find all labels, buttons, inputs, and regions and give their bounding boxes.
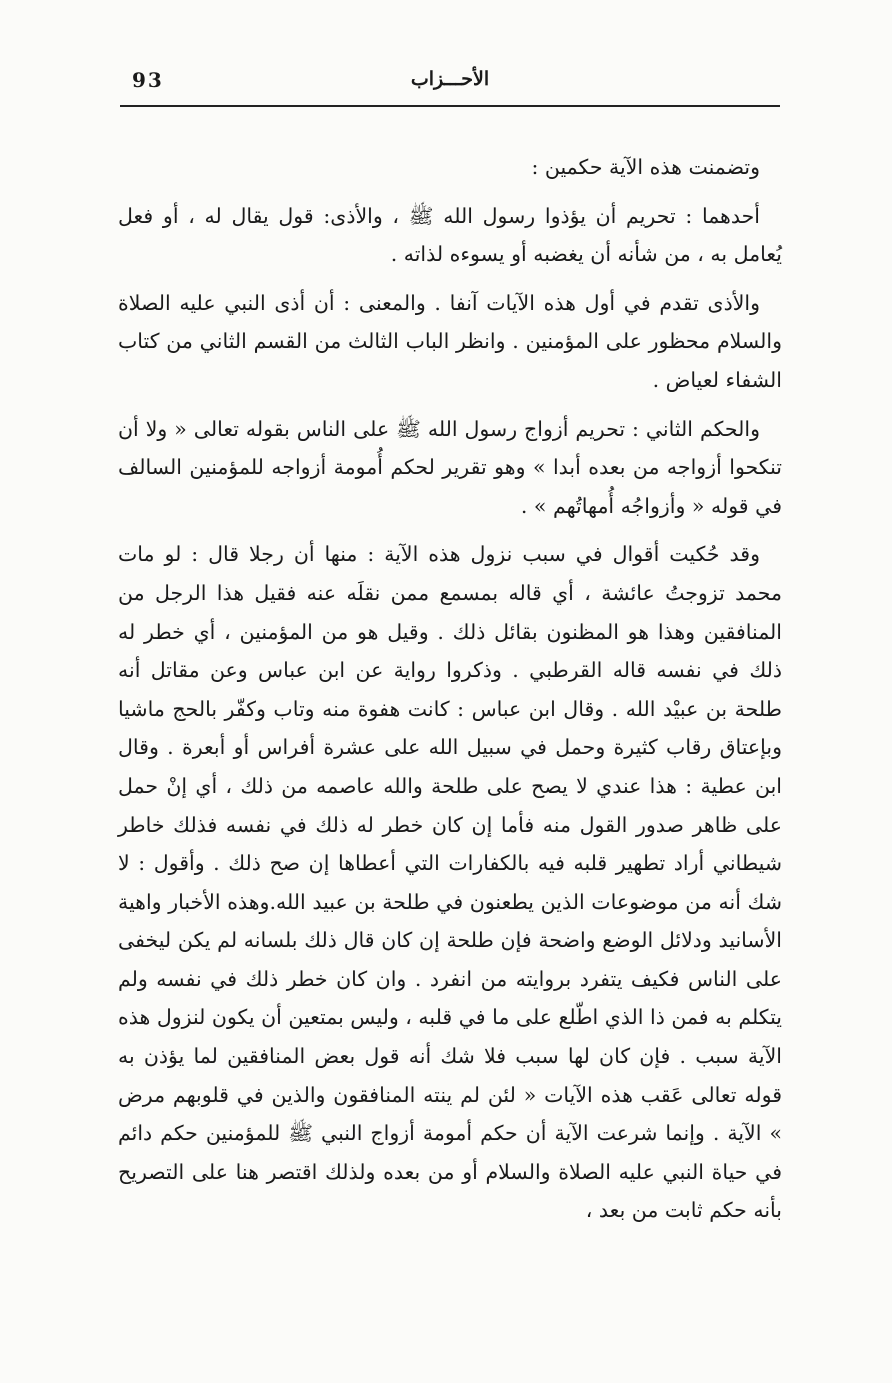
running-title: الأحـــزاب: [410, 68, 490, 90]
header-rule: [120, 105, 780, 107]
paragraph: وتضمنت هذه الآية حكمين :: [531, 155, 760, 179]
page-body: [118, 148, 782, 1240]
paragraph: أحدهما : تحريم أن يؤذوا رسول الله ﷺ ، والأذى: قول يقال له ، أو فعل يُعامل به ، من شأنه أن يغضبه أو يسوءه لذاته .: [118, 203, 782, 267]
page-header: [120, 68, 780, 100]
paragraph: والحكم الثاني : تحريم أزواج رسول الله ﷺ على الناس بقوله تعالى « ولا أن تنكحوا أزواجه من بعده أبدا » وهو تقرير لحكم أُمومة أزواجه للمؤمنين السالف في قوله « وأزواجُه أُمهاتُهم » .: [118, 416, 782, 518]
paragraph: وقد حُكيت أقوال في سبب نزول هذه الآية : منها أن رجلا قال : لو مات محمد تزوجتُ عائشة ، أي قاله بمسمع ممن نقلَه عنه فقيل هذا الرجل من المنافقين وهذا هو المظنون بقائل ذلك . وقيل هو من المؤمنين ، أي خطر له ذلك في نفسه قاله القرطبي . وذكروا رواية عن ابن عباس وعن مقاتل أنه طلحة بن عبيْد الله . وقال ابن عباس : كانت هفوة منه وتاب وكفّر بالحج ماشيا وبإعتاق رقاب كثيرة وحمل في سبيل الله على عشرة أفراس أو أبعرة . وقال ابن عطية : هذا عندي لا يصح على طلحة والله عاصمه من ذلك ، أي إنْ حمل على ظاهر صدور القول منه فأما إن كان خطر له ذلك في نفسه فذلك خاطر شيطاني أراد تطهير قلبه فيه بالكفارات التي أعطاها إن صح ذلك . وأقول : لا شك أنه من موضوعات الذين يطعنون في طلحة بن عبيد الله.وهذه الأخبار واهية الأسانيد ودلائل الوضع واضحة فإن طلحة إن كان قال ذلك بلسانه لم يكن ليخفى على الناس فكيف يتفرد بروايته من انفرد . وان كان خطر ذلك في نفسه ولم يتكلم به فمن ذا الذي اطّلع على ما في قلبه ، وليس بمتعين أن يكون لنزول هذه الآية سبب . فإن كان لها سبب فلا شك أنه قول بعض المنافقين لما يؤذن به قوله تعالى عَقب هذه الآيات « لئن لم ينته المنافقون والذين في قلوبهم مرض » الآية . وإنما شرعت الآية أن حكم أمومة أزواج النبي ﷺ للمؤمنين حكم دائم في حياة النبي عليه الصلاة والسلام أو من بعده ولذلك اقتصر هنا على التصريح بأنه حكم ثابت من بعد ،: [118, 542, 782, 1223]
paragraph: والأذى تقدم في أول هذه الآيات آنفا . والمعنى : أن أذى النبي عليه الصلاة والسلام محظور على المؤمنين . وانظر الباب الثالث من القسم الثاني من كتاب الشفاء لعياض .: [118, 290, 782, 392]
page-number: 93: [132, 68, 164, 92]
